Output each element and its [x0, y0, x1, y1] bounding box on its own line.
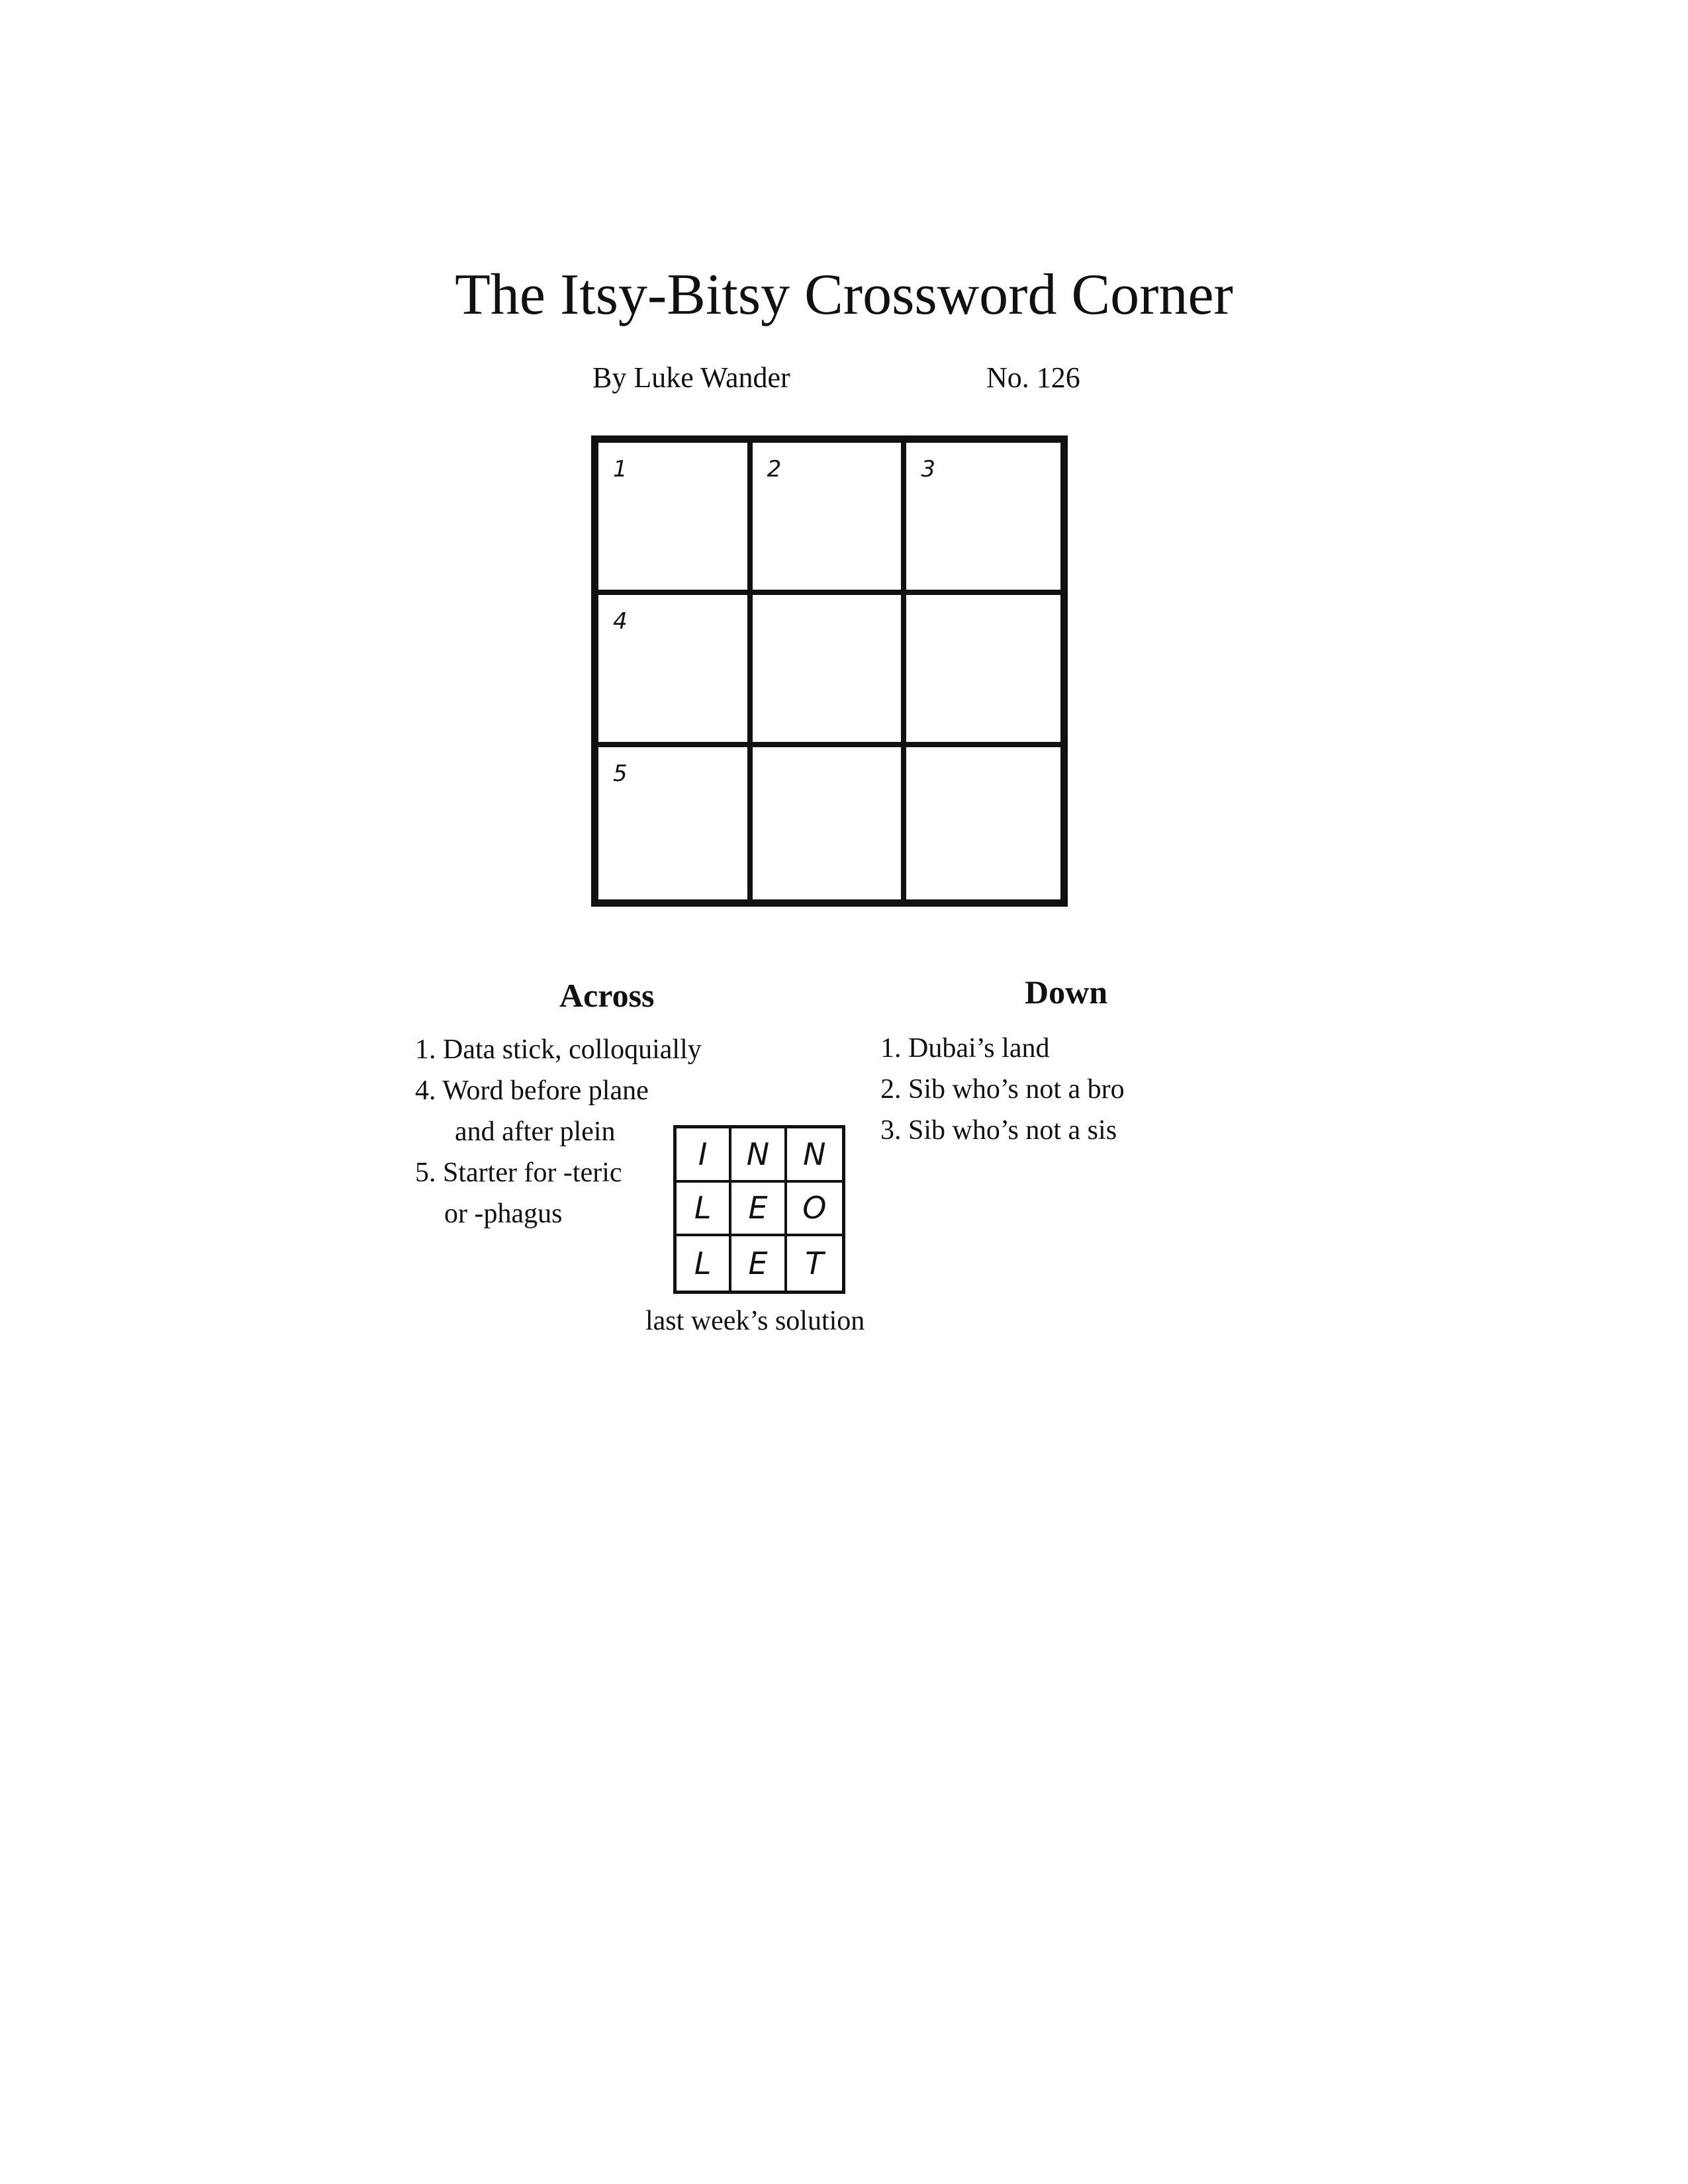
- down-clue: [880, 1110, 1125, 1151]
- solution-cell: I: [677, 1128, 731, 1183]
- clue-text: Sib who’s not a bro: [908, 1074, 1125, 1105]
- grid-cell[interactable]: [753, 595, 907, 747]
- clue-text: Sib who’s not a sis: [908, 1115, 1117, 1146]
- issue-number: No. 126: [986, 361, 1080, 394]
- grid-cell[interactable]: [906, 443, 1060, 595]
- grid-cell[interactable]: [598, 595, 753, 747]
- crossword-grid: [591, 435, 1068, 907]
- clue-number: 5.: [415, 1158, 436, 1188]
- clue-number: 1.: [880, 1033, 902, 1064]
- grid-cell[interactable]: [906, 595, 1060, 747]
- clue-number: 2: [767, 456, 782, 482]
- grid-cell[interactable]: [598, 443, 753, 595]
- solution-cell: L: [677, 1236, 731, 1291]
- clue-number: 4.: [415, 1075, 436, 1106]
- clue-number: 1: [613, 456, 628, 482]
- solution-cell: L: [677, 1183, 731, 1237]
- clue-number: 1.: [415, 1034, 436, 1065]
- clue-text-continued: and after plein: [455, 1116, 616, 1147]
- clue-text: Data stick, colloquially: [443, 1034, 702, 1065]
- across-clue: [415, 1152, 702, 1193]
- across-clue-list: [415, 1029, 702, 1234]
- solution-grid: [673, 1125, 845, 1294]
- grid-cell[interactable]: [753, 747, 907, 899]
- solution-cell: N: [731, 1128, 786, 1183]
- clue-number: 3: [921, 456, 935, 482]
- across-clue: [415, 1070, 702, 1111]
- clue-number: 4: [613, 608, 628, 635]
- byline: By Luke Wander: [592, 361, 790, 394]
- grid-cell[interactable]: [598, 747, 753, 899]
- page-title: The Itsy-Bitsy Crossword Corner: [455, 263, 1233, 327]
- clue-number: 5: [613, 760, 628, 787]
- clue-number: 2.: [880, 1074, 902, 1105]
- down-clue: [880, 1069, 1125, 1110]
- clue-text-continued: or -phagus: [444, 1199, 563, 1229]
- clue-number: 3.: [880, 1115, 902, 1146]
- down-clue: [880, 1028, 1125, 1069]
- down-heading: Down: [1025, 974, 1108, 1011]
- down-clue-list: [880, 1028, 1125, 1151]
- solution-cell: T: [805, 1246, 824, 1282]
- grid-cell[interactable]: [753, 443, 907, 595]
- solution-cell: E: [731, 1183, 786, 1237]
- clue-text: Word before plane: [442, 1075, 649, 1106]
- solution-caption: last week’s solution: [645, 1306, 865, 1336]
- clue-text: Dubai’s land: [908, 1033, 1050, 1064]
- across-clue: [415, 1029, 702, 1070]
- solution-cell: O: [787, 1183, 842, 1237]
- grid-cell[interactable]: [906, 747, 1060, 899]
- solution-cell: N: [787, 1128, 842, 1183]
- clue-text: Starter for -teric: [443, 1158, 622, 1188]
- solution-cell: E: [731, 1236, 786, 1291]
- across-heading: Across: [559, 977, 655, 1014]
